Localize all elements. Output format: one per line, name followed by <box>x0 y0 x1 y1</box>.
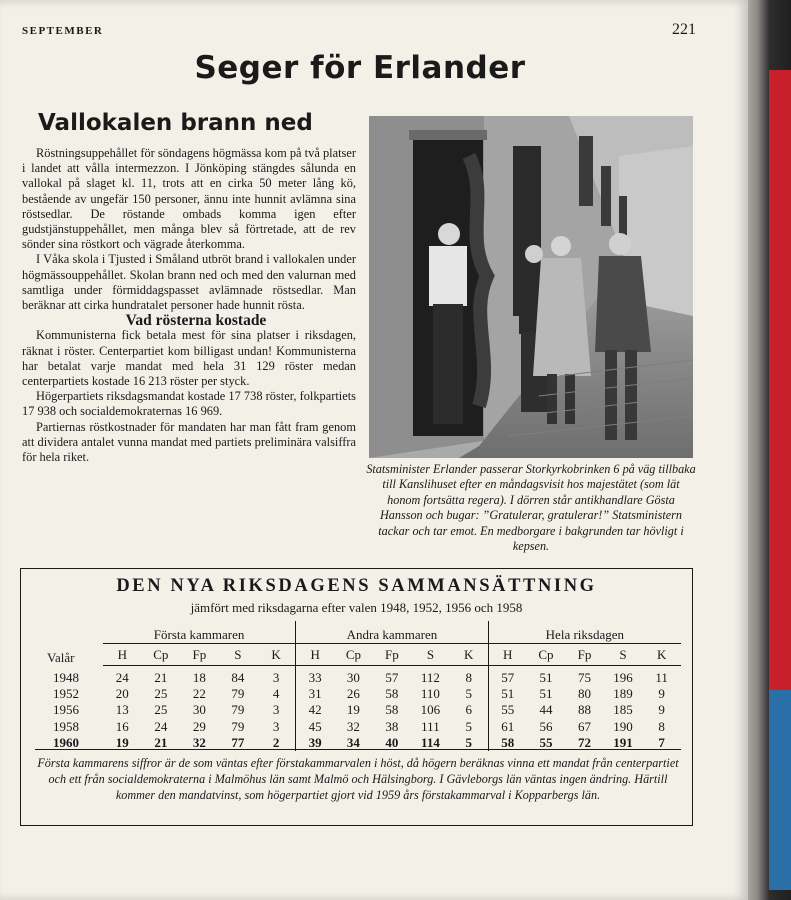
table-subtitle: jämfört med riksdagarna efter valen 1948, 1952, 1956 och 1958 <box>190 600 523 615</box>
party-header: K <box>642 644 681 666</box>
seat-count-cell: 32 <box>346 718 360 734</box>
group-header: Hela riksdagen <box>488 621 681 644</box>
seat-count-cell: 55 <box>539 734 553 750</box>
adjacent-page-red <box>769 70 791 690</box>
seat-count-cell: 56 <box>539 718 553 734</box>
seat-count-cell: 19 <box>115 734 129 750</box>
party-header: Cp <box>334 644 373 666</box>
seat-count-cell: 39 <box>296 735 335 751</box>
paragraph: Kommunisterna fick betala mest för sina platser i riksdagen, räknat i röster. Centerpartiet kom billigast undan! Kommunisterna har betalat varje mandat med hela 31 129 röster medan centerpartiets kostade 16 213 röster per styck. <box>22 328 356 389</box>
table-row <box>35 686 681 702</box>
paragraph: Röstningsuppehållet för söndagens högmässa kom på två platser i landet att vålla intermezzon. I Jönköping stängdes sålunda en vallokal på slaget kl. 11, trots att en cirka 50 meter lång kö, bestående av ungefär 150 personer, ännu inte hunnit avlämna sina röstsedlar. De röstande ombads komma igen efter gudstjänstuppehållet, men många blev så förtretade, att de rev sönder sina röstkort och vägrade återkomma. <box>22 146 356 252</box>
seat-count-cell: 26 <box>346 686 360 702</box>
seat-count-cell: 25 <box>154 702 168 718</box>
party-header: S <box>411 644 450 666</box>
year-cell: 1948 <box>53 669 79 685</box>
paragraph: Högerpartiets riksdagsmandat kostade 17 738 röster, folkpartiets 17 938 och socialdemokraternas 16 969. <box>22 389 356 419</box>
seat-count-cell: 9 <box>658 686 665 702</box>
seat-count-cell: 33 <box>296 666 335 687</box>
seat-count-cell: 61 <box>488 719 527 735</box>
riksdag-composition-box <box>20 568 693 826</box>
book-edge <box>743 0 791 900</box>
seat-count-cell: 13 <box>115 702 129 718</box>
seat-count-cell: 32 <box>192 734 206 750</box>
seat-count-cell: 58 <box>488 735 527 751</box>
seat-count-cell: 111 <box>421 718 440 734</box>
seat-count-cell: 57 <box>385 670 399 685</box>
seat-count-cell: 5 <box>465 734 472 750</box>
photo-caption: Statsminister Erlander passerar Storkyrkobrinken 6 på väg tillbaka till Kanslihuset efter en måndagsvisit hos majestätet (som lät honom fortsätta regera). I dörren står antikhandlare Gösta Hansson och bugar: ”Gratulerar, gratulerar!” Statsministern tackar och tar emot. En medborgare i bakgrunden tar hövligt i kepsen. <box>366 462 696 554</box>
article-title: Seger för Erlander <box>194 50 526 86</box>
seat-count-cell: 190 <box>613 718 633 734</box>
seat-count-cell: 185 <box>613 702 633 718</box>
seat-count-cell: 6 <box>465 702 472 718</box>
party-header: K <box>450 644 489 666</box>
year-cell: 1956 <box>53 702 79 718</box>
party-header: Fp <box>180 644 219 666</box>
seat-count-cell: 75 <box>577 670 591 685</box>
page-number: 221 <box>672 21 696 38</box>
seat-count-cell: 77 <box>231 734 245 750</box>
party-header: Fp <box>565 644 604 666</box>
subheading: Vad rösterna kostade <box>125 312 267 330</box>
seat-count-cell: 51 <box>488 686 527 702</box>
party-header: Cp <box>142 644 181 666</box>
table-footnote: Första kammarens siffror är de som väntas efter förstakammarvalen i höst, då högern beräknas vinna ett mandat från centerpartiet och ett från socialdemokraterna i Malmöhus län samt Malmö och Hälsingborg. I Gävleborgs län väntas ingen ändring. Härtill kommer den mandatvinst, som högerpartiet gjort vid 1959 års förstakammarval i Kopparbergs län. <box>37 756 679 802</box>
seat-count-cell: 79 <box>231 718 245 734</box>
seat-count-cell: 44 <box>539 702 553 718</box>
seat-count-cell: 29 <box>192 718 206 734</box>
year-cell: 1958 <box>53 718 79 734</box>
party-header: H <box>296 644 335 666</box>
party-header: K <box>257 644 296 666</box>
year-cell: 1952 <box>53 686 79 702</box>
seat-count-cell: 106 <box>420 702 441 718</box>
table-divider <box>35 749 681 750</box>
seat-count-cell: 5 <box>465 686 472 702</box>
seat-count-cell: 25 <box>154 686 168 702</box>
party-header: S <box>604 644 643 666</box>
seat-count-cell: 22 <box>192 686 206 702</box>
seat-count-cell: 18 <box>192 670 206 685</box>
group-header: Andra kammaren <box>296 621 489 644</box>
seat-count-cell: 19 <box>346 702 360 718</box>
news-photo <box>369 116 693 458</box>
seat-count-cell: 2 <box>272 734 280 750</box>
seat-count-cell: 80 <box>577 686 591 702</box>
seat-count-cell: 58 <box>385 702 399 718</box>
running-head: SEPTEMBER <box>22 25 104 37</box>
seat-count-cell: 7 <box>658 734 665 750</box>
seat-count-cell: 4 <box>272 686 280 702</box>
seat-count-cell: 42 <box>296 702 335 718</box>
table-row <box>35 719 681 735</box>
seat-count-cell: 5 <box>465 718 472 734</box>
seat-count-cell: 20 <box>115 686 129 702</box>
seat-count-cell: 21 <box>154 734 168 750</box>
party-header: Fp <box>373 644 412 666</box>
table-row <box>35 702 681 718</box>
seat-count-cell: 24 <box>115 670 129 685</box>
table-body <box>35 666 681 752</box>
seat-count-cell: 31 <box>296 686 335 702</box>
section-title: Vallokalen brann ned <box>38 110 313 136</box>
group-header: Första kammaren <box>103 621 296 644</box>
year-cell: 1960 <box>53 734 79 750</box>
paragraph: I Våka skola i Tjusted i Småland utbröt brand i vallokalen under högmässouppehållet. Skolan brann ned och med den valurnan med samtliga under förmiddagspasset avlämnade röstsedlar. Man beräknar att cirka hundratalet personer hade hunnit rösta. <box>22 252 356 313</box>
seat-count-cell: 114 <box>421 734 440 750</box>
party-header: S <box>219 644 258 666</box>
seat-count-cell: 21 <box>154 670 168 685</box>
seat-count-cell: 51 <box>539 686 553 702</box>
seat-count-cell: 3 <box>272 670 280 685</box>
seat-count-cell: 38 <box>385 718 399 734</box>
seat-count-cell: 34 <box>346 734 360 750</box>
adjacent-page-blue <box>769 690 791 890</box>
seat-count-cell: 57 <box>488 666 527 687</box>
seat-count-cell: 196 <box>613 670 633 685</box>
seat-count-cell: 88 <box>577 702 591 718</box>
party-header: H <box>488 644 527 666</box>
seat-count-cell: 30 <box>192 702 206 718</box>
seat-count-cell: 9 <box>658 702 665 718</box>
seat-count-cell: 40 <box>385 734 399 750</box>
table-row <box>35 666 681 687</box>
year-column-header: Valår <box>47 649 75 665</box>
party-header: H <box>103 644 142 666</box>
seat-count-cell: 11 <box>655 670 668 685</box>
party-header: Cp <box>527 644 566 666</box>
seat-count-cell: 55 <box>488 702 527 718</box>
seat-count-cell: 51 <box>539 670 553 685</box>
seat-count-cell: 112 <box>420 670 440 685</box>
seat-count-cell: 84 <box>231 670 245 685</box>
seat-count-cell: 58 <box>385 686 399 702</box>
seat-count-cell: 45 <box>296 719 335 735</box>
riksdag-table <box>35 621 681 751</box>
seat-count-cell: 79 <box>231 686 245 702</box>
seat-count-cell: 189 <box>613 686 633 702</box>
seat-count-cell: 30 <box>346 670 360 685</box>
street-scene-image <box>369 116 693 458</box>
seat-count-cell: 79 <box>231 702 245 718</box>
paragraph: Partiernas röstkostnader för mandaten har man fått fram genom att dividera antalet vunna mandat med partiets preliminära valsiffra för hela riket. <box>22 419 356 465</box>
seat-count-cell: 16 <box>115 718 129 734</box>
seat-count-cell: 72 <box>577 734 591 750</box>
seat-count-cell: 8 <box>658 718 665 734</box>
seat-count-cell: 24 <box>154 718 168 734</box>
table-title: DEN NYA RIKSDAGENS SAMMANSÄTTNING <box>116 576 597 596</box>
seat-count-cell: 191 <box>613 734 633 750</box>
seat-count-cell: 3 <box>272 718 280 734</box>
article-body <box>22 146 356 465</box>
seat-count-cell: 8 <box>465 670 472 685</box>
seat-count-cell: 110 <box>420 686 440 702</box>
seat-count-cell: 3 <box>272 702 280 718</box>
seat-count-cell: 67 <box>577 718 591 734</box>
